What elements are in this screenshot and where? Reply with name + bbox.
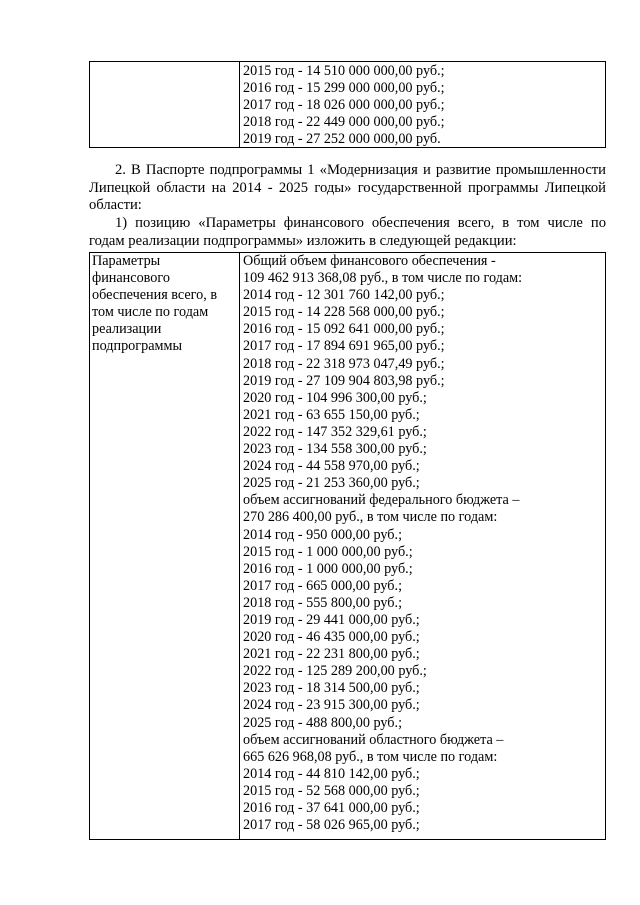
funding-line: 2015 год - 14 228 568 000,00 руб.; — [243, 304, 445, 321]
funding-line: 2016 год - 15 299 000 000,00 руб.; — [243, 80, 445, 97]
table-right-cell — [241, 253, 605, 839]
funding-line: 2022 год - 147 352 329,61 руб.; — [243, 423, 427, 440]
funding-line: объем ассигнований областного бюджета – — [243, 731, 504, 748]
funding-line: 2017 год - 17 894 691 965,00 руб.; — [243, 338, 445, 355]
funding-line: 2018 год - 555 800,00 руб.; — [243, 594, 403, 611]
funding-line: 2019 год - 29 441 000,00 руб.; — [243, 611, 420, 628]
table-left-cell-empty — [90, 62, 240, 147]
parameter-label-line: реализации — [92, 321, 162, 338]
funding-line: 109 462 913 368,08 руб., в том числе по годам: — [243, 270, 523, 287]
funding-line: 2024 год - 44 558 970,00 руб.; — [243, 458, 420, 475]
funding-parameters-table — [89, 252, 606, 840]
funding-line: 2016 год - 15 092 641 000,00 руб.; — [243, 321, 445, 338]
funding-line: 2014 год - 44 810 142,00 руб.; — [243, 765, 420, 782]
funding-line: объем ассигнований федерального бюджета – — [243, 492, 520, 509]
parameter-label-line: Параметры — [92, 253, 161, 269]
funding-line: 2021 год - 63 655 150,00 руб.; — [243, 406, 420, 423]
funding-line: 270 286 400,00 руб., в том числе по годам: — [243, 509, 498, 526]
funding-line: 2021 год - 22 231 800,00 руб.; — [243, 646, 420, 663]
funding-lines-list — [241, 253, 605, 834]
funding-line: 2020 год - 104 996 300,00 руб.; — [243, 389, 427, 406]
funding-line: 2022 год - 125 289 200,00 руб.; — [243, 663, 427, 680]
funding-line: 2017 год - 665 000,00 руб.; — [243, 577, 403, 594]
parameter-label-line: подпрограммы — [92, 338, 182, 355]
amendment-paragraph-2: 2. В Паспорте подпрограммы 1 «Модернизация и развитие промышленности Липецкой области на 2014 - 2025 годы» государственной программы Липецкой области: — [89, 162, 606, 213]
funding-line: Общий объем финансового обеспечения - — [243, 253, 496, 269]
funding-line: 2017 год - 58 026 965,00 руб.; — [243, 817, 420, 834]
funding-line: 2015 год - 14 510 000 000,00 руб.; — [243, 63, 445, 79]
funding-line: 2020 год - 46 435 000,00 руб.; — [243, 629, 420, 646]
funding-line: 2018 год - 22 449 000 000,00 руб.; — [243, 114, 445, 131]
funding-line: 665 626 968,08 руб., в том числе по годам: — [243, 748, 498, 765]
funding-line: 2017 год - 18 026 000 000,00 руб.; — [243, 97, 445, 114]
table-left-cell — [90, 253, 240, 839]
funding-line: 2023 год - 18 314 500,00 руб.; — [243, 680, 420, 697]
funding-line: 2019 год - 27 252 000 000,00 руб. — [243, 131, 441, 148]
amendment-subparagraph-1: 1) позицию «Параметры финансового обеспечения всего, в том числе по годам реализации подпрограммы» изложить в следующей редакции: — [89, 215, 606, 249]
funding-line: 2016 год - 37 641 000,00 руб.; — [243, 800, 420, 816]
funding-lines-list — [241, 62, 605, 148]
funding-line: 2015 год - 1 000 000,00 руб.; — [243, 543, 413, 560]
funding-table-continued — [89, 61, 606, 148]
parameter-label-line: том числе по годам — [92, 304, 209, 321]
funding-line: 2024 год - 23 915 300,00 руб.; — [243, 697, 420, 714]
funding-line: 2019 год - 27 109 904 803,98 руб.; — [243, 372, 445, 389]
funding-line: 2015 год - 52 568 000,00 руб.; — [243, 782, 420, 799]
parameter-label-line: обеспечения всего, в — [92, 287, 218, 304]
funding-line: 2023 год - 134 558 300,00 руб.; — [243, 441, 427, 458]
table-right-cell — [241, 62, 605, 147]
funding-line: 2025 год - 21 253 360,00 руб.; — [243, 475, 420, 492]
funding-line: 2014 год - 950 000,00 руб.; — [243, 526, 403, 543]
funding-line: 2018 год - 22 318 973 047,49 руб.; — [243, 355, 445, 372]
funding-line: 2014 год - 12 301 760 142,00 руб.; — [243, 287, 445, 304]
parameter-label — [90, 253, 239, 356]
parameter-label-line: финансового — [92, 270, 170, 287]
funding-line: 2025 год - 488 800,00 руб.; — [243, 714, 403, 731]
funding-line: 2016 год - 1 000 000,00 руб.; — [243, 560, 413, 577]
